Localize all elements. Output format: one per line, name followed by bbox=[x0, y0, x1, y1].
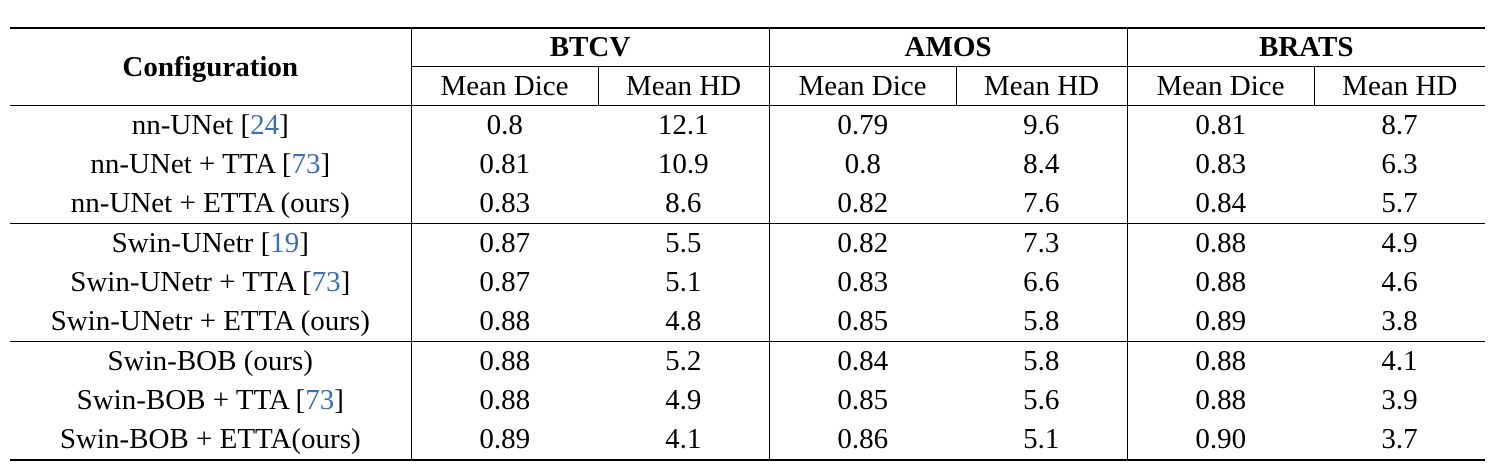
citation-link[interactable]: 24 bbox=[250, 109, 280, 141]
value-cell: 5.7 bbox=[1381, 187, 1418, 219]
citation-link[interactable]: 73 bbox=[311, 266, 341, 298]
configuration-cell bbox=[10, 106, 411, 146]
configuration-cell bbox=[10, 184, 411, 224]
configuration-name: Swin-BOB + TTA [ bbox=[76, 384, 306, 416]
value-cell: 0.89 bbox=[1195, 305, 1247, 337]
citation-link[interactable]: 19 bbox=[270, 227, 300, 259]
value-cell: 5.1 bbox=[956, 420, 1127, 460]
configuration-name: Swin-BOB (ours) bbox=[107, 345, 313, 377]
value-cell: 8.7 bbox=[1381, 109, 1418, 141]
value-cell: 0.83 bbox=[1195, 148, 1247, 180]
value-cell: 0.83 bbox=[479, 187, 531, 219]
table-row bbox=[10, 184, 1485, 224]
configuration-name: nn-UNet + ETTA (ours) bbox=[70, 187, 350, 219]
table-row bbox=[10, 381, 1485, 420]
citation-bracket: ] bbox=[320, 148, 331, 180]
metric-header-brats-dice: Mean Dice bbox=[1127, 67, 1314, 106]
value-cell: 4.8 bbox=[598, 302, 769, 342]
value-cell: 0.88 bbox=[1195, 266, 1247, 298]
results-table bbox=[10, 27, 1485, 461]
value-cell: 0.90 bbox=[1195, 423, 1247, 455]
value-cell: 6.6 bbox=[956, 263, 1127, 302]
value-cell: 0.88 bbox=[1195, 227, 1247, 259]
value-cell: 4.1 bbox=[1381, 345, 1418, 377]
value-cell: 0.79 bbox=[837, 109, 889, 141]
value-cell: 3.8 bbox=[1381, 305, 1418, 337]
metric-header-amos-hd: Mean HD bbox=[956, 67, 1127, 106]
table-row bbox=[10, 145, 1485, 184]
configuration-name: nn-UNet + TTA [ bbox=[90, 148, 292, 180]
configuration-name: Swin-UNetr [ bbox=[111, 227, 271, 259]
value-cell: 5.1 bbox=[598, 263, 769, 302]
value-cell: 0.82 bbox=[837, 187, 889, 219]
value-cell: 0.83 bbox=[837, 266, 889, 298]
value-cell: 12.1 bbox=[598, 106, 769, 146]
value-cell: 9.6 bbox=[956, 106, 1127, 146]
table-row bbox=[10, 224, 1485, 264]
value-cell: 0.81 bbox=[479, 148, 531, 180]
value-cell: 5.2 bbox=[598, 342, 769, 382]
configuration-cell bbox=[10, 381, 411, 420]
value-cell: 0.88 bbox=[479, 345, 531, 377]
value-cell: 8.6 bbox=[598, 184, 769, 224]
value-cell: 0.87 bbox=[479, 266, 531, 298]
table-body bbox=[10, 106, 1485, 461]
value-cell: 5.8 bbox=[956, 342, 1127, 382]
value-cell: 4.9 bbox=[598, 381, 769, 420]
value-cell: 0.88 bbox=[479, 384, 531, 416]
value-cell: 5.6 bbox=[956, 381, 1127, 420]
citation-link[interactable]: 73 bbox=[305, 384, 335, 416]
configuration-cell bbox=[10, 420, 411, 460]
dataset-header-btcv: BTCV bbox=[411, 28, 769, 67]
value-cell: 7.6 bbox=[956, 184, 1127, 224]
value-cell: 3.9 bbox=[1381, 384, 1418, 416]
table-row bbox=[10, 342, 1485, 382]
value-cell: 0.86 bbox=[837, 423, 889, 455]
value-cell: 4.6 bbox=[1381, 266, 1418, 298]
configuration-cell bbox=[10, 224, 411, 264]
citation-link[interactable]: 73 bbox=[291, 148, 321, 180]
metric-header-brats-hd: Mean HD bbox=[1342, 69, 1458, 102]
value-cell: 0.85 bbox=[837, 305, 889, 337]
metric-header-btcv-hd: Mean HD bbox=[598, 67, 769, 106]
table-row bbox=[10, 302, 1485, 342]
value-cell: 0.81 bbox=[1195, 109, 1247, 141]
configuration-name: Swin-UNetr + TTA [ bbox=[70, 266, 312, 298]
configuration-cell bbox=[10, 302, 411, 342]
value-cell: 0.85 bbox=[837, 384, 889, 416]
value-cell: 7.3 bbox=[956, 224, 1127, 264]
value-cell: 8.4 bbox=[956, 145, 1127, 184]
value-cell: 0.84 bbox=[1195, 187, 1247, 219]
value-cell: 0.87 bbox=[479, 227, 531, 259]
value-cell: 0.88 bbox=[479, 305, 531, 337]
value-cell: 6.3 bbox=[1381, 148, 1418, 180]
table-row bbox=[10, 420, 1485, 460]
value-cell: 0.82 bbox=[837, 227, 889, 259]
value-cell: 0.88 bbox=[1195, 345, 1247, 377]
dataset-header-brats: BRATS bbox=[1127, 28, 1485, 67]
value-cell: 3.7 bbox=[1381, 423, 1418, 455]
citation-bracket: ] bbox=[299, 227, 309, 259]
dataset-header-amos: AMOS bbox=[769, 28, 1127, 67]
value-cell: 4.1 bbox=[598, 420, 769, 460]
citation-bracket: ] bbox=[340, 266, 351, 298]
value-cell: 0.88 bbox=[1195, 384, 1247, 416]
value-cell: 10.9 bbox=[598, 145, 769, 184]
metric-header-btcv-dice: Mean Dice bbox=[411, 67, 598, 106]
configuration-cell bbox=[10, 342, 411, 382]
value-cell: 4.9 bbox=[1381, 227, 1418, 259]
value-cell: 0.84 bbox=[837, 345, 889, 377]
configuration-name: nn-UNet [ bbox=[131, 109, 251, 141]
value-cell: 0.8 bbox=[486, 109, 523, 141]
configuration-name: Swin-BOB + ETTA(ours) bbox=[59, 423, 361, 455]
value-cell: 5.5 bbox=[598, 224, 769, 264]
value-cell: 0.8 bbox=[844, 148, 881, 180]
configuration-cell bbox=[10, 145, 411, 184]
configuration-name: Swin-UNetr + ETTA (ours) bbox=[50, 305, 370, 337]
table-row bbox=[10, 106, 1485, 146]
value-cell: 5.8 bbox=[956, 302, 1127, 342]
metric-header-amos-dice: Mean Dice bbox=[769, 67, 956, 106]
configuration-cell bbox=[10, 263, 411, 302]
configuration-header: Configuration bbox=[10, 28, 411, 106]
value-cell: 0.89 bbox=[479, 423, 531, 455]
citation-bracket: ] bbox=[334, 384, 344, 416]
citation-bracket: ] bbox=[279, 109, 289, 141]
table-row bbox=[10, 263, 1485, 302]
